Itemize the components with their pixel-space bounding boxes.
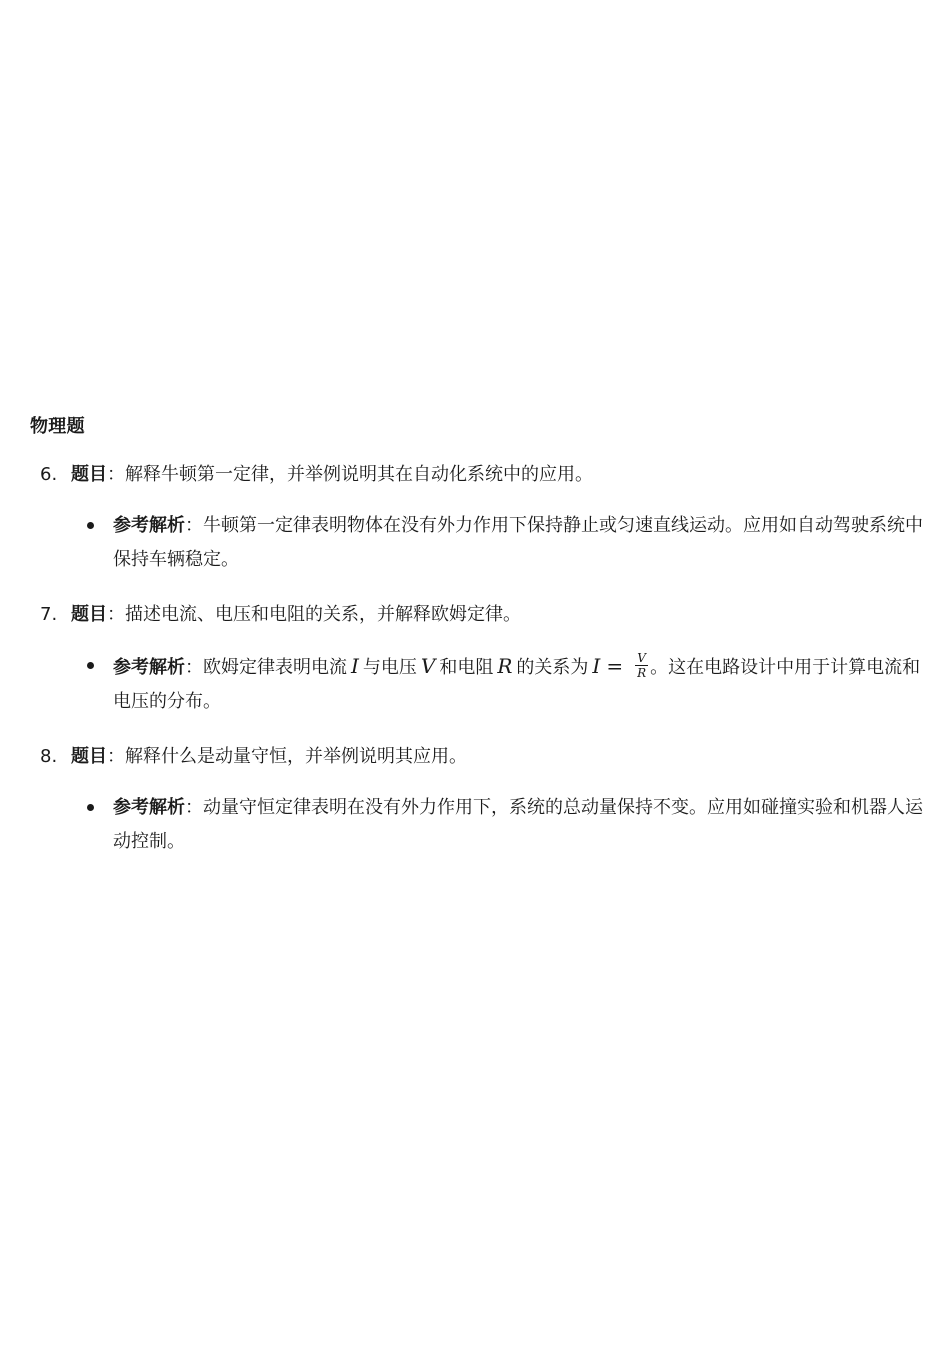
question-separator: ： — [107, 464, 125, 485]
bullet-icon — [87, 522, 94, 529]
formula-lhs-variable: I — [592, 654, 601, 678]
answer-text-part: 欧姆定律表明电流 — [203, 657, 347, 678]
question-number: 6. — [40, 464, 58, 485]
question-item-7 — [30, 601, 938, 719]
math-variable-current: I — [351, 654, 359, 678]
answer-separator: ： — [185, 657, 203, 678]
question-list — [30, 461, 938, 859]
question-text: 描述电流、电压和电阻的关系，并解释欧姆定律。 — [125, 604, 521, 625]
section-title: 物理题 — [30, 416, 85, 437]
question-number: 7. — [40, 604, 58, 625]
answer-label: 参考解析 — [113, 797, 185, 818]
answer-label: 参考解析 — [113, 515, 185, 536]
answer-text-part: 与电压 — [362, 657, 417, 678]
question-separator: ： — [107, 746, 125, 767]
answer-separator: ： — [185, 797, 203, 818]
math-variable-voltage: V — [420, 654, 436, 678]
math-variable-resistance: R — [497, 654, 513, 678]
question-text: 解释牛顿第一定律，并举例说明其在自动化系统中的应用。 — [125, 464, 593, 485]
question-line — [71, 461, 938, 489]
answer-separator: ： — [185, 515, 203, 536]
answer-text-part: 。这在电路设计中用于计算电流和电压的分布。 — [113, 657, 921, 712]
answer-text-part: 和电阻 — [439, 657, 494, 678]
bullet-icon — [87, 804, 94, 811]
answer-list — [71, 649, 938, 719]
math-fraction — [635, 652, 648, 679]
answer-text-part: 的关系为 — [516, 657, 589, 678]
question-number: 8. — [40, 746, 58, 767]
answer-item — [71, 791, 938, 859]
question-label: 题目 — [71, 604, 107, 625]
answer-item — [71, 649, 938, 719]
answer-item — [71, 509, 938, 577]
question-line — [71, 601, 938, 629]
formula-equals: = — [606, 654, 624, 678]
document-body — [30, 413, 938, 883]
question-item-8 — [30, 743, 938, 859]
question-label: 题目 — [71, 464, 107, 485]
answer-list — [71, 509, 938, 577]
math-formula-lhs — [588, 654, 633, 678]
answer-list — [71, 791, 938, 859]
answer-label: 参考解析 — [113, 657, 185, 678]
bullet-icon — [87, 662, 94, 669]
fraction-denominator: R — [637, 665, 647, 680]
question-text: 解释什么是动量守恒，并举例说明其应用。 — [125, 746, 467, 767]
answer-text: 牛顿第一定律表明物体在没有外力作用下保持静止或匀速直线运动。应用如自动驾驶系统中保持车辆稳定。 — [113, 515, 923, 570]
question-line — [71, 743, 938, 771]
fraction-numerator: V — [635, 652, 648, 666]
question-separator: ： — [107, 604, 125, 625]
answer-text: 动量守恒定律表明在没有外力作用下，系统的总动量保持不变。应用如碰撞实验和机器人运动控制。 — [113, 797, 923, 852]
question-label: 题目 — [71, 746, 107, 767]
question-item-6 — [30, 461, 938, 577]
